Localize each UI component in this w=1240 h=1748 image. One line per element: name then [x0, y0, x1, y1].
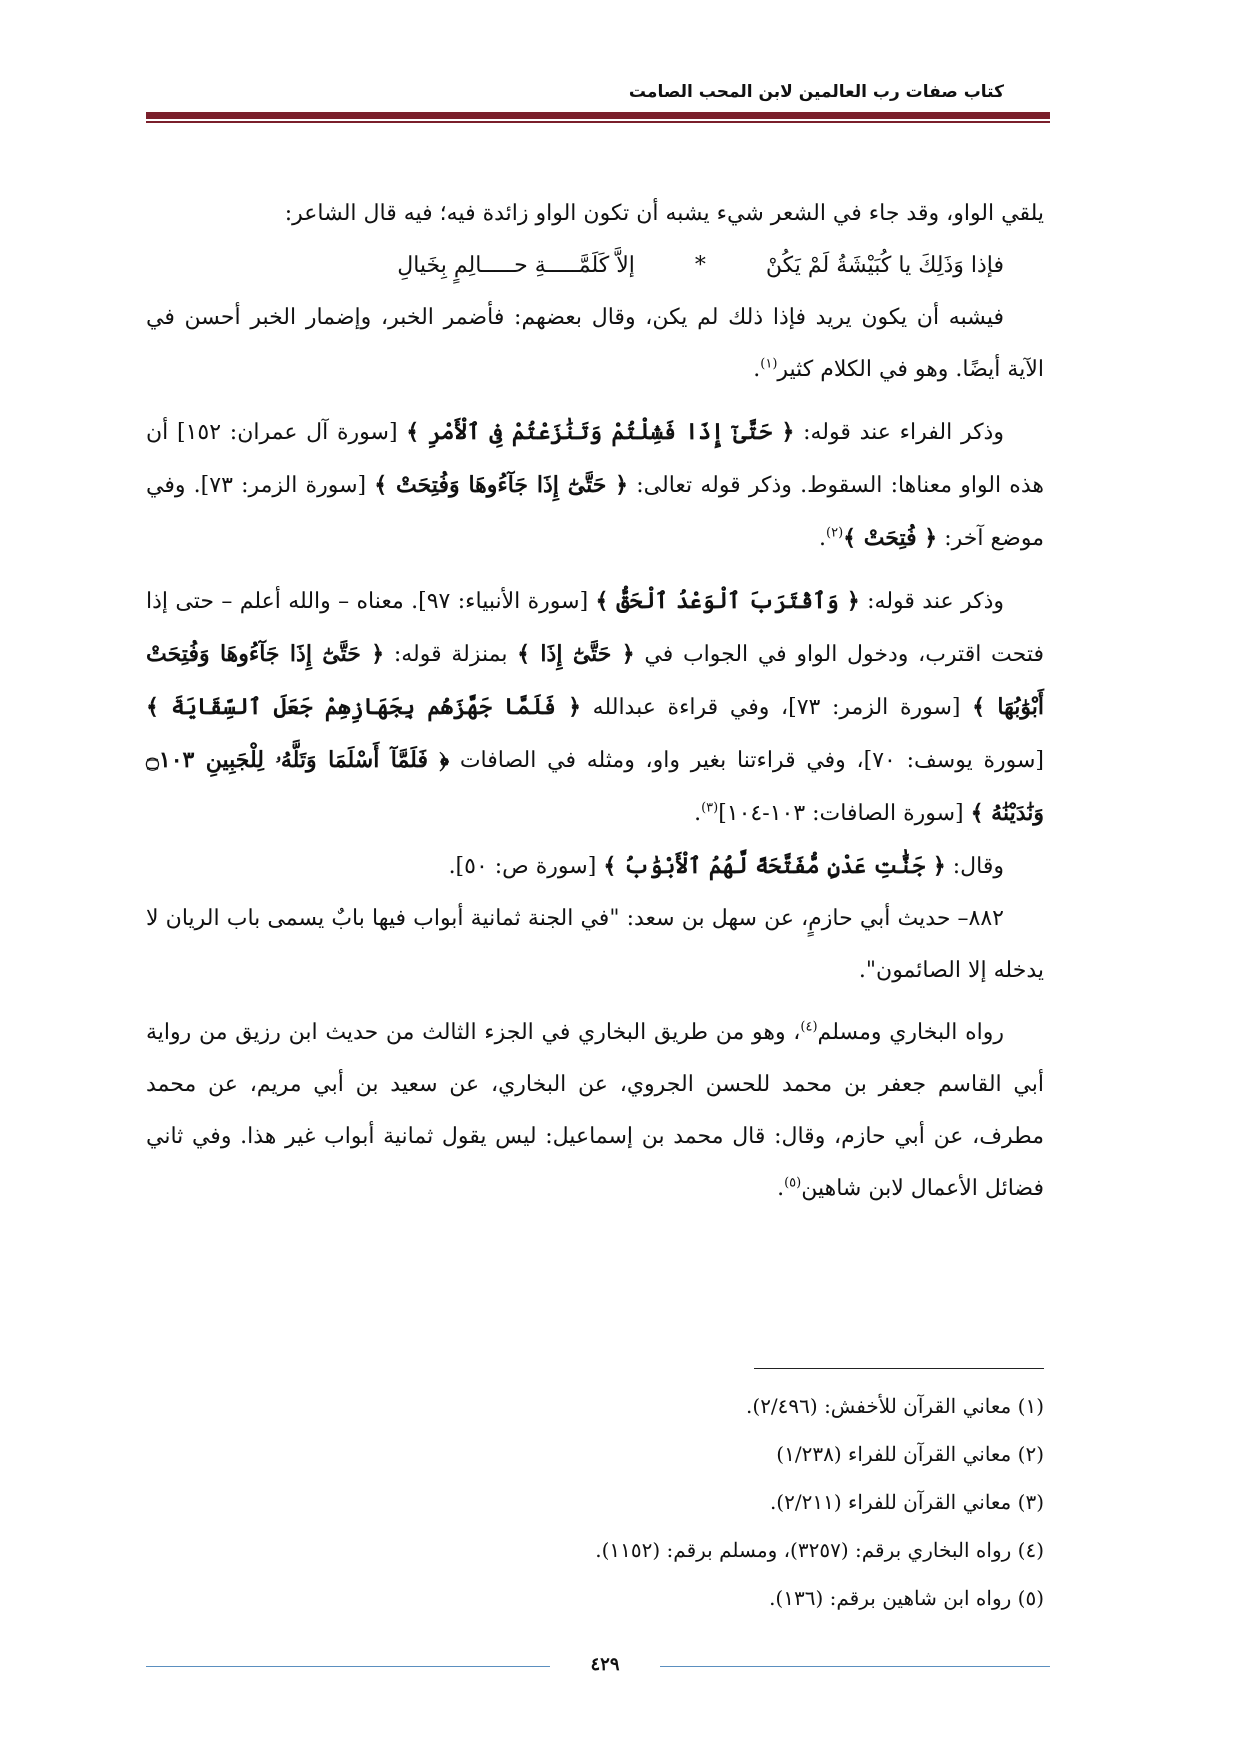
paragraph-text: [سورة الزمر: ٧٣]، وفي قراءة عبدالله [580, 695, 973, 720]
paragraph [146, 575, 1044, 840]
paragraph-text: بمنزلة قوله: [384, 642, 518, 667]
footnote-ref[interactable]: (٥) [784, 1175, 802, 1191]
paragraph-text: ، وهو من طريق البخاري في الجزء الثالث من حديث ابن رزيق من رواية أبي القاسم جعفر بن محمد للحسن الجروي، عن البخاري، عن سعيد بن أبي مريم، عن محمد مطرف، عن أبي حازم، وقال: قال محمد بن إسماعيل: ليس يقول ثمانية أبواب غير هذا. وفي ثاني فضائل الأعمال لابن شاهين [146, 1020, 1044, 1201]
paragraph-text: وذكر عند قوله: [859, 589, 1004, 614]
footnote: (٣) معاني القرآن للفراء (٢/٢١١). [769, 1490, 1044, 1514]
footer-rule-right [660, 1666, 1050, 1667]
footnote: (١) معاني القرآن للأخفش: (٢/٤٩٦). [746, 1394, 1044, 1418]
paragraph-text: [سورة يوسف: ٧٠]، وفي قراءتنا بغير واو، ومثله في الصافات [449, 748, 1044, 773]
quran-quote: ﴿ فَلَمَّآ أَسْلَمَا وَتَلَّهُۥ لِلْجَبِينِ ۝١٠٣ وَنَٰدَيْنَٰهُ ﴾ [146, 747, 1044, 826]
quran-quote: ﴿ فَلَمَّا جَهَّزَهُم بِجَهَازِهِمْ جَعَلَ ٱلسِّقَايَةَ ﴾ [146, 694, 581, 720]
footnote-ref[interactable]: (٣) [701, 800, 719, 816]
footnote: (٢) معاني القرآن للفراء (١/٢٣٨) [776, 1442, 1044, 1466]
header-rule-thick [146, 112, 1050, 119]
header-rule-thin [146, 121, 1050, 123]
paragraph-text: . [694, 801, 702, 826]
book-title: كتاب صفات رب العالمين لابن المحب الصامت [628, 82, 1004, 102]
quran-quote: ﴿ فُتِحَتْ ﴾ [843, 525, 938, 551]
verse-second-hemistich: إلاَّ كَلَمَّـــــةِ حـــــالِمٍ بِخَيالِ [397, 253, 635, 278]
paragraph-text: رواه البخاري ومسلم [817, 1020, 1004, 1045]
footnote-ref[interactable]: (٢) [826, 525, 844, 541]
verse-separator: * [694, 253, 706, 278]
footnote-divider [754, 1368, 1044, 1369]
footnote-ref[interactable]: (١) [760, 356, 778, 372]
paragraph-text: [سورة الزمر: ٧٣]. وفي موضع آخر: [146, 473, 1044, 551]
poetry-verse [146, 240, 1044, 292]
main-text [146, 188, 1044, 1215]
paragraph-text: [سورة ص: ٥٠]. [448, 854, 604, 879]
page-number: ٤٢٩ [590, 1654, 620, 1675]
quran-quote: ﴿ جَنَّٰتِ عَدْنٍ مُّفَتَّحَةً لَّهُمُ ٱلْأَبْوَٰبُ ﴾ [603, 853, 946, 879]
footer-rule-left [146, 1666, 550, 1667]
verse-first-hemistich: فإذا وَذَلِكَ يا كُبَيْشَةُ لَمْ يَكُنْ [765, 253, 1004, 278]
paragraph-text: [سورة آل عمران: ١٥٢] أن هذه الواو معناها: السقوط. وذكر قوله تعالى: [146, 420, 1044, 498]
quran-quote: ﴿ حَتَّىٰٓ إِذَا جَآءُوهَا وَفُتِحَتْ ﴾ [374, 472, 629, 498]
paragraph-text: [سورة الأنبياء: ٩٧]. معناه – والله أعلم – حتى إذا فتحت اقترب، ودخول الواو في الجواب في [146, 589, 1044, 667]
quran-quote: ﴿ حَتَّىٰٓ إِذَا جَآءُوهَا وَفُتِحَتْ أَبْوَٰبُهَا ﴾ [146, 641, 1044, 720]
paragraph-text: . [777, 1176, 785, 1201]
paragraph [146, 1007, 1044, 1215]
paragraph: فيشبه أن يكون يريد فإذا ذلك لم يكن، وقال بعضهم: فأضمر الخبر، وإضمار الخبر أحسن في الآية أيضًا. وهو في الكلام كثير$^{(١)}$. [146, 305, 1044, 382]
footnotes [146, 1382, 1044, 1622]
paragraph: يلقي الواو، وقد جاء في الشعر شيء يشبه أن تكون الواو زائدة فيه؛ فيه قال الشاعر: [284, 201, 1044, 226]
quran-quote: ﴿ حَتَّىٰٓ إِذَا ﴾ [517, 641, 635, 667]
footnote: (٥) رواه ابن شاهين برقم: (١٣٦). [769, 1586, 1044, 1610]
paragraph [146, 406, 1044, 565]
footnote: (٤) رواه البخاري برقم: (٣٢٥٧)، ومسلم برقم: (١١٥٢). [595, 1538, 1044, 1562]
paragraph-text: وذكر الفراء عند قوله: [794, 420, 1004, 445]
paragraph-text: [سورة الصافات: ١٠٣-١٠٤] [718, 801, 971, 826]
paragraph-text: وقال: [945, 854, 1004, 879]
footnote-ref[interactable]: (٤) [800, 1019, 818, 1035]
paragraph-text: . [819, 526, 826, 551]
paragraph [146, 840, 1044, 893]
paragraph-text: فيشبه أن يكون يريد فإذا ذلك لم يكن، وقال بعضهم: فأضمر الخبر، وإضمار الخبر أحسن في الآية أيضًا. وهو في الكلام كثير [146, 305, 1044, 382]
quran-quote: ﴿ حَتَّىٰٓ إِذَا فَشِلْتُمْ وَتَنَٰزَعْتُمْ فِى ٱلْأَمْرِ ﴾ [406, 419, 795, 445]
hadith-paragraph: ٨٨٢– حديث أبي حازمٍ، عن سهل بن سعد: "في الجنة ثمانية أبواب فيها بابٌ يسمى باب الريان لا يدخله إلا الصائمون". [146, 906, 1044, 983]
quran-quote: ﴿ وَٱقْتَرَبَ ٱلْوَعْدُ ٱلْحَقُّ ﴾ [595, 588, 860, 614]
